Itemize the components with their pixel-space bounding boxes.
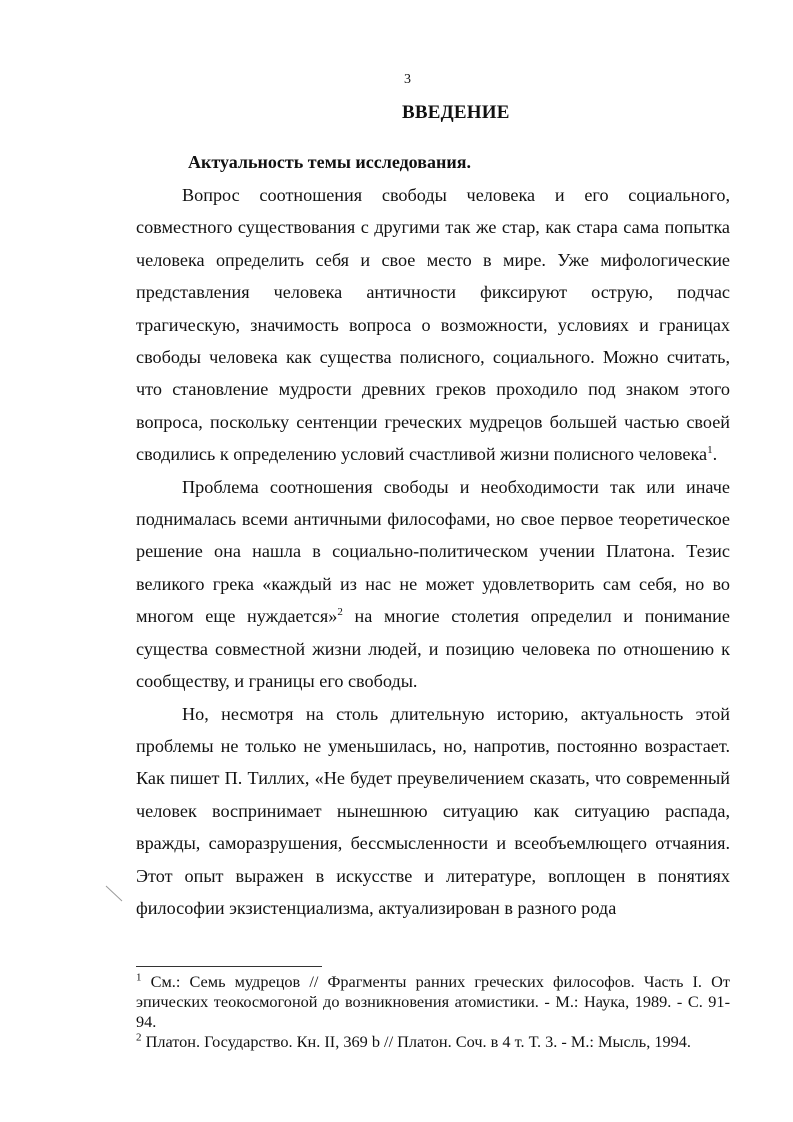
page-number: 3 [404,72,411,87]
footnote-1-text: См.: Семь мудрецов // Фрагменты ранних греческих философов. Часть I. От эпических теокосмогоной до возникновения атомистики. - М.: Наука, 1989. - С. 91-94. [136,972,730,1031]
page-title: ВВЕДЕНИЕ [402,102,510,123]
footnotes [136,972,730,1052]
section-heading: Актуальность темы исследования. [188,152,471,172]
footnote-1 [136,972,730,1032]
paragraph-1-end: . [712,444,718,465]
scan-artifact-mark [104,884,124,904]
footnote-1-number: 1 [136,971,142,984]
paragraph-2 [136,471,730,698]
paragraph-1-text: Вопрос соотношения свободы человека и его социального, совместного существования с другими так же стар, как стара сама попытка человека определить себя и свое место в мире. Уже мифологические представления человека античности фиксируют острую, подчас трагическую, значимость вопроса о возможности, условиях и границах свободы человека как существа полисного, социального. Можно считать, что становление мудрости древних греков проходило под знаком этого вопроса, поскольку сентенции греческих мудрецов большей частью своей сводились к определению условий счастливой жизни полисного человека [136,185,730,465]
paragraph-2-text-end: на многие столетия определил и понимание существа совместной жизни людей, и позицию человека по отношению к сообществу, и границы его свободы. [136,606,730,692]
paragraph-2-text-start: Проблема соотношения свободы и необходимости так или иначе поднималась всеми античными философами, но свое первое теоретическое решение она нашла в социально-политическом учении Платона. Тезис великого грека «каждый из нас не может удовлетворить сам себя, но во многом еще нуждается» [136,476,730,627]
footnote-2-text: Платон. Государство. Кн. II, 369 b // Платон. Соч. в 4 т. Т. 3. - М.: Мысль, 1994. [141,1032,691,1051]
footnote-2 [136,1032,730,1052]
paragraph-1 [136,179,730,471]
footnote-ref-1: 1 [707,444,713,457]
paragraph-3 [136,698,730,925]
footnote-2-number: 2 [136,1031,142,1044]
body-text [136,179,730,924]
footnote-separator [136,966,322,967]
paragraph-3-text: Но, несмотря на столь длительную историю, актуальность этой проблемы не только не уменьшилась, но, напротив, постоянно возрастает. Как пишет П. Тиллих, «Не будет преувеличением сказать, что современный человек воспринимает нынешнюю ситуацию как ситуацию распада, вражды, саморазрушения, бессмысленности и всеобъемлющего отчаяния. Этот опыт выражен в искусстве и литературе, воплощен в понятиях философии экзистенциализма, актуализирован в разного рода [136,703,730,918]
footnote-ref-2: 2 [337,606,343,619]
